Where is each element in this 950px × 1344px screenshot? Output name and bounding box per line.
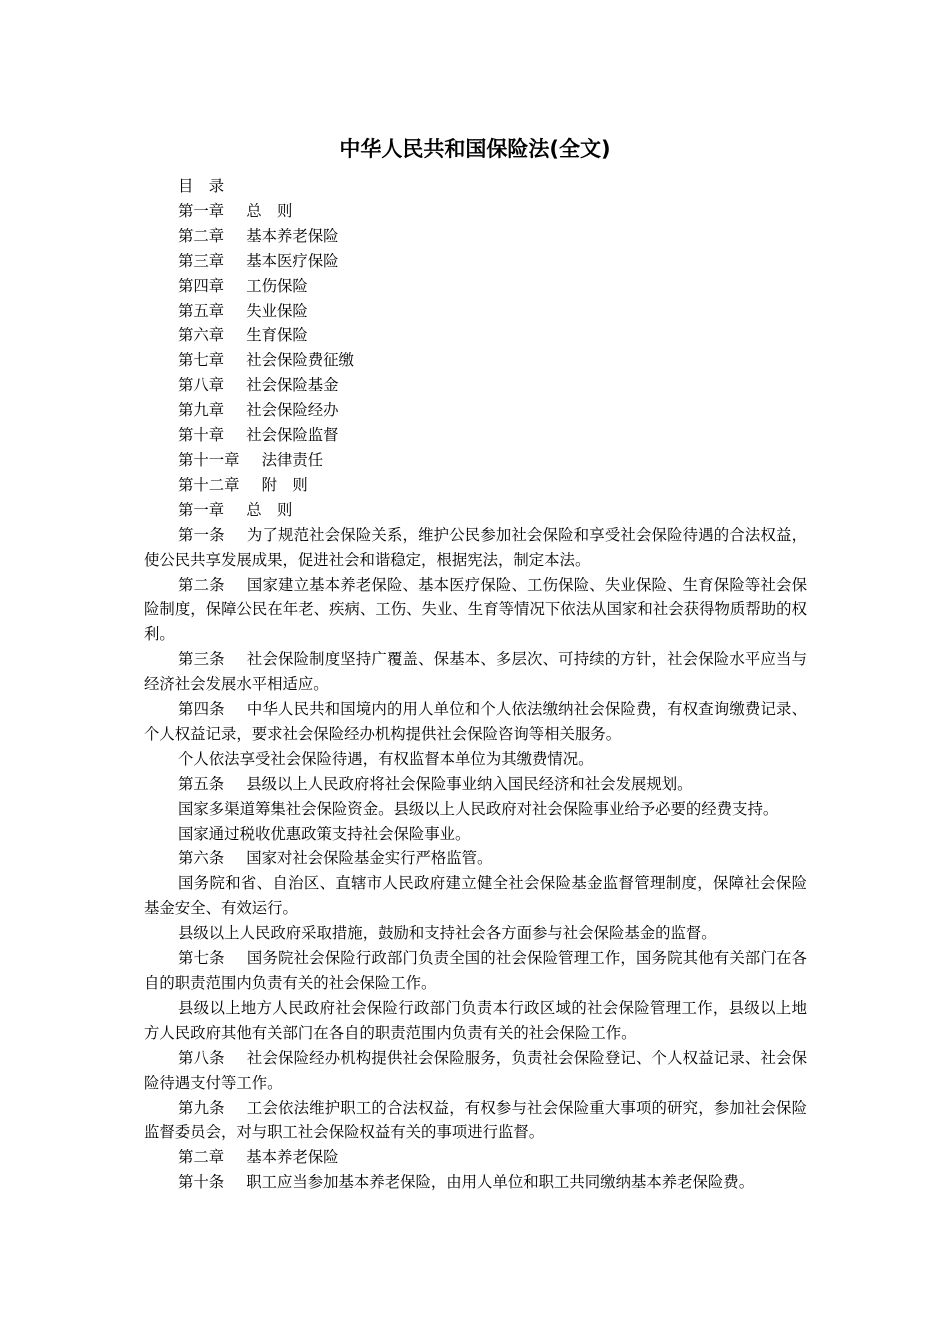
article-text: 县级以上地方人民政府社会保险行政部门负责本行政区域的社会保险管理工作，县级以上地方人民政府其他有关部门在各自的职责范围内负责有关的社会保险工作。 [144, 998, 807, 1042]
toc-item-number: 第四章 [178, 276, 225, 295]
article-paragraph [144, 747, 807, 772]
toc-item-number: 第七章 [178, 351, 225, 370]
article-text: 社会保险制度坚持广覆盖、保基本、多层次、可持续的方针，社会保险水平应当与经济社会发展水平相适应。 [144, 650, 807, 694]
toc-item [144, 373, 807, 398]
toc-item [144, 299, 807, 324]
article-text: 工会依法维护职工的合法权益，有权参与社会保险重大事项的研究，参加社会保险监督委员会，对与职工社会保险权益有关的事项进行监督。 [144, 1098, 807, 1142]
article-paragraph [144, 647, 807, 697]
toc-item-number: 第二章 [178, 226, 225, 245]
table-of-contents [144, 199, 807, 498]
article-paragraph [144, 921, 807, 946]
article-label: 第五条 [178, 774, 225, 793]
article-label: 第八条 [178, 1048, 225, 1067]
toc-item-title: 基本养老保险 [246, 226, 339, 245]
article-paragraph [144, 1096, 807, 1146]
toc-item-title: 社会保险费征缴 [246, 351, 354, 370]
toc-item-title: 社会保险监督 [246, 426, 339, 445]
article-label: 第二条 [178, 575, 225, 594]
article-paragraph [144, 523, 807, 573]
toc-item-number: 第六章 [178, 326, 225, 345]
toc-item-number: 第九章 [178, 401, 225, 420]
chapter-title: 总 则 [246, 500, 293, 519]
article-label: 第九条 [178, 1098, 225, 1117]
toc-item-number: 第十一章 [178, 450, 240, 469]
article-paragraph [144, 846, 807, 871]
toc-item [144, 274, 807, 299]
article-text: 国务院社会保险行政部门负责全国的社会保险管理工作，国务院其他有关部门在各自的职责范围内负责有关的社会保险工作。 [144, 949, 807, 992]
article-text: 职工应当参加基本养老保险，由用人单位和职工共同缴纳基本养老保险费。 [246, 1173, 755, 1192]
article-text: 为了规范社会保险关系，维护公民参加社会保险和享受社会保险待遇的合法权益，使公民共享发展成果，促进社会和谐稳定，根据宪法，制定本法。 [144, 525, 807, 569]
article-text: 国家通过税收优惠政策支持社会保险事业。 [178, 824, 471, 843]
article-paragraph [144, 1170, 807, 1195]
article-label: 第三条 [178, 650, 225, 669]
toc-item [144, 199, 807, 224]
article-label: 第十条 [178, 1173, 225, 1192]
article-paragraph [144, 772, 807, 797]
document-title: 中华人民共和国保险法(全文) [339, 137, 611, 161]
document-body [144, 174, 807, 1195]
article-label: 第四条 [178, 700, 225, 719]
toc-item-number: 第一章 [178, 201, 225, 220]
article-text: 国家多渠道筹集社会保险资金。县级以上人民政府对社会保险事业给予必要的经费支持。 [178, 799, 779, 818]
article-paragraph [144, 797, 807, 822]
toc-item-number: 第五章 [178, 301, 225, 320]
toc-item [144, 398, 807, 423]
article-text: 社会保险经办机构提供社会保险服务，负责社会保险登记、个人权益记录、社会保险待遇支付等工作。 [144, 1048, 807, 1092]
toc-item-title: 基本医疗保险 [246, 251, 339, 270]
toc-item-number: 第三章 [178, 251, 225, 270]
toc-item-number: 第十章 [178, 426, 225, 445]
toc-item [144, 448, 807, 473]
article-label: 第一条 [178, 525, 225, 544]
chapter-heading [144, 1145, 807, 1170]
article-text: 国家对社会保险基金实行严格监管。 [246, 849, 493, 868]
toc-item-title: 工伤保险 [246, 276, 308, 295]
article-text: 县级以上人民政府采取措施，鼓励和支持社会各方面参与社会保险基金的监督。 [178, 924, 717, 943]
toc-item [144, 249, 807, 274]
article-paragraph [144, 871, 807, 921]
toc-item [144, 348, 807, 373]
toc-item-title: 法律责任 [261, 450, 324, 469]
article-text: 个人依法享受社会保险待遇，有权监督本单位为其缴费情况。 [178, 749, 594, 768]
article-label: 第七条 [178, 949, 225, 968]
article-list [144, 523, 807, 1146]
article-text: 中华人民共和国境内的用人单位和个人依法缴纳社会保险费，有权查询缴费记录、个人权益记录，要求社会保险经办机构提供社会保险咨询等相关服务。 [144, 700, 807, 743]
toc-item-title: 社会保险经办 [246, 401, 339, 420]
article-paragraph [144, 996, 807, 1046]
article-paragraph [144, 697, 807, 747]
toc-item-title: 总 则 [246, 201, 293, 220]
chapter-number: 第一章 [178, 500, 225, 519]
toc-item [144, 423, 807, 448]
article-text: 县级以上人民政府将社会保险事业纳入国民经济和社会发展规划。 [246, 774, 693, 793]
toc-item-title: 社会保险基金 [246, 376, 339, 395]
article-label: 第六条 [178, 849, 225, 868]
toc-item-number: 第八章 [178, 376, 225, 395]
article-paragraph [144, 822, 807, 847]
toc-item [144, 323, 807, 348]
article-text: 国家建立基本养老保险、基本医疗保险、工伤保险、失业保险、生育保险等社会保险制度，保障公民在年老、疾病、工伤、失业、生育等情况下依法从国家和社会获得物质帮助的权利。 [144, 575, 807, 644]
toc-item [144, 224, 807, 249]
toc-item [144, 473, 807, 498]
chapter-heading [144, 498, 807, 523]
article-paragraph [144, 573, 807, 648]
article-paragraph [144, 1046, 807, 1096]
toc-item-title: 生育保险 [246, 326, 308, 345]
chapter-title: 基本养老保险 [246, 1148, 339, 1167]
chapter-number: 第二章 [178, 1148, 225, 1167]
toc-item-number: 第十二章 [178, 475, 240, 494]
toc-heading: 目 录 [178, 177, 225, 195]
article-paragraph [144, 946, 807, 996]
article-text: 国务院和省、自治区、直辖市人民政府建立健全社会保险基金监督管理制度，保障社会保险基金安全、有效运行。 [144, 874, 807, 918]
toc-item-title: 失业保险 [246, 301, 308, 320]
toc-item-title: 附 则 [261, 475, 308, 494]
